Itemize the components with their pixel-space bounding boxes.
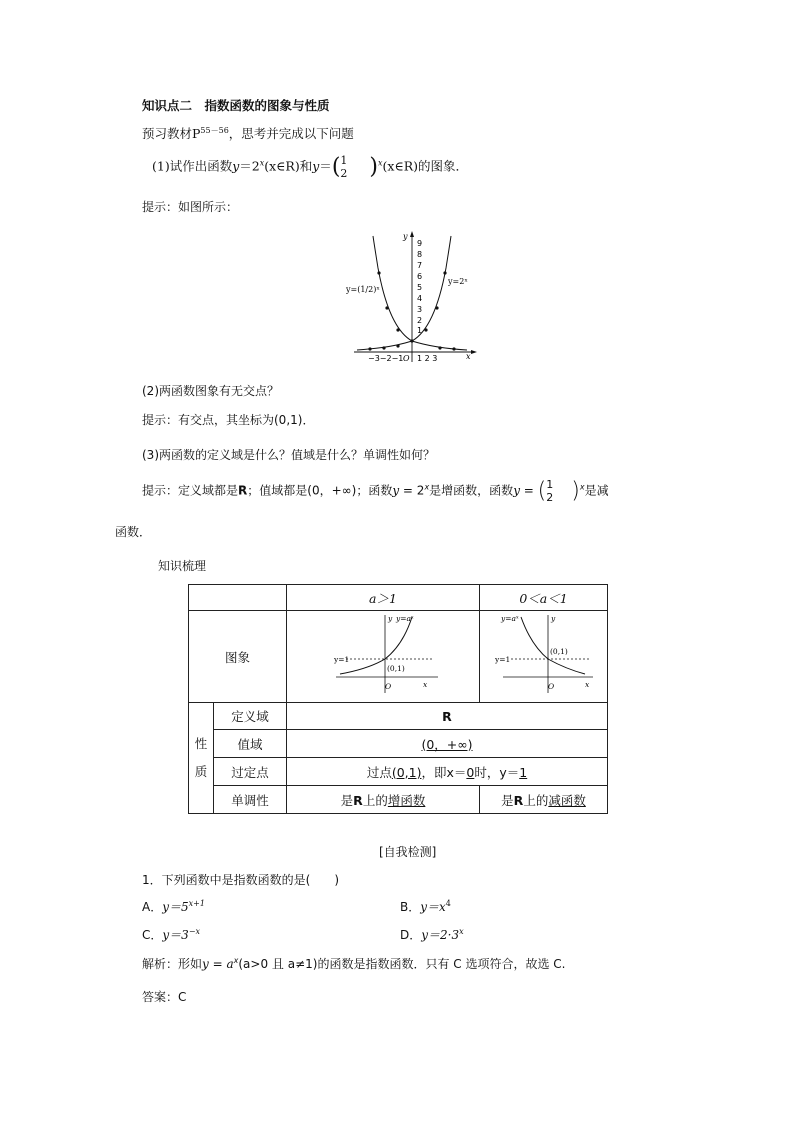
preview-prefix: 预习教材P — [142, 126, 201, 141]
preview-suffix: ，思考并完成以下问题 — [228, 126, 354, 141]
row-value-fixed-point — [287, 758, 608, 786]
y-tick-6: 6 — [417, 272, 423, 281]
row-value-range-cell — [287, 730, 608, 758]
y-tick-5: 5 — [417, 283, 423, 292]
right-paren: ) — [369, 154, 378, 180]
option-a-body: y＝5 — [162, 900, 189, 914]
row-label-monotonic: 单调性 — [214, 786, 287, 814]
hint3-right-paren: ) — [571, 478, 580, 504]
image-label: 图象 — [189, 611, 287, 703]
self-check-heading: [自我检测] — [379, 845, 437, 859]
hint-1: 提示：如图所示： — [142, 200, 239, 214]
properties-table — [188, 584, 608, 814]
hint-2: 提示：有交点，其坐标为(0,1)． — [142, 413, 315, 427]
hint3-exp: x — [424, 482, 430, 492]
g-right-point: (0,1) — [550, 647, 568, 656]
question-2: (2)两函数图象有无交点？ — [142, 384, 279, 398]
hint-3 — [142, 478, 609, 504]
y-tick-2: 2 — [417, 316, 423, 325]
fp-v4: 0 — [466, 764, 475, 780]
mono-r1: 是 — [501, 792, 514, 808]
q1-eq: ＝ — [319, 158, 332, 174]
q1-exp2: x — [378, 158, 383, 168]
origin-label: O — [403, 354, 410, 363]
hint3-y: y — [392, 483, 400, 498]
hint3-c: = 2 — [399, 483, 425, 498]
y-tick-9: 9 — [417, 239, 423, 248]
frac-den: 2 — [340, 167, 348, 180]
question-1 — [152, 154, 468, 180]
row-label-domain: 定义域 — [214, 703, 287, 730]
hint3-d: 是增函数，函数 — [429, 483, 514, 498]
x-tick-pos: 1 2 3 — [417, 354, 438, 363]
q1-and: 和 — [299, 158, 313, 174]
hint3-f: 是减 — [584, 483, 609, 498]
mono-l2: R — [353, 792, 363, 808]
hint3-frac-den: 2 — [546, 491, 554, 504]
hint-3-cont: 函数． — [115, 525, 152, 539]
hint3-y2: y — [513, 483, 520, 498]
g-left-x-label: x — [423, 680, 428, 689]
nature-label — [189, 703, 214, 814]
hint3-frac-num: 1 — [546, 478, 554, 491]
option-b-label: B． — [400, 900, 421, 914]
header-a-lt-1: 0＜a＜1 — [480, 585, 608, 611]
x-tick-neg: −3−2−1 — [368, 354, 404, 363]
row-value-monotonic-right — [480, 786, 608, 814]
y-tick-7: 7 — [417, 261, 423, 270]
g-left-y1-label: y=1 — [334, 655, 350, 664]
g-right-curve-label: y=aˣ — [501, 614, 519, 623]
g-right-origin: O — [548, 682, 555, 691]
y-tick-4: 4 — [417, 294, 423, 303]
hint3-R: R — [238, 483, 248, 498]
half-fraction — [340, 154, 347, 180]
hint3-fraction — [546, 478, 553, 504]
row-value-monotonic-left — [287, 786, 480, 814]
nature-char-1: 性 — [194, 736, 208, 751]
option-c — [142, 926, 200, 943]
problem-1: 1．下列函数中是指数函数的是( ) — [142, 873, 339, 887]
frac-num: 1 — [340, 154, 348, 167]
x-axis-arrow — [471, 350, 477, 354]
option-d — [400, 926, 464, 943]
analysis-b: y = a — [202, 957, 234, 971]
row-value-range: (0，+∞) — [421, 736, 473, 752]
graph-a-lt-1-cell — [480, 611, 608, 703]
option-a-exp: x+1 — [188, 899, 205, 908]
preview-pages: 55－56 — [200, 125, 229, 135]
g-right-x-label: x — [585, 680, 590, 689]
hint3-a: 提示：定义域都是 — [142, 483, 239, 498]
y-tick-8: 8 — [417, 250, 423, 259]
hint3-left-paren: ( — [537, 478, 547, 504]
option-d-label: D． — [400, 928, 422, 942]
nature-char-2: 质 — [194, 764, 208, 779]
option-c-exp: −x — [188, 927, 201, 936]
label-half-x: y=(1/2)ˣ — [346, 285, 380, 294]
option-b — [400, 898, 451, 915]
exponential-graph — [340, 228, 480, 363]
mono-r2: R — [513, 792, 524, 808]
preview-line — [142, 124, 354, 142]
g-left-point: (0,1) — [387, 664, 405, 673]
option-a-label: A． — [142, 900, 163, 914]
graph-a-lt-1 — [481, 611, 606, 699]
mono-r4: 减函数 — [548, 792, 586, 808]
g-right-y-label: y — [551, 614, 556, 623]
option-c-label: C． — [142, 928, 163, 942]
q1-text: (1)试作出函数 — [152, 158, 233, 174]
q1-y: y — [232, 158, 240, 174]
option-d-body: y＝2·3 — [421, 928, 460, 942]
answer: 答案：C — [142, 990, 187, 1004]
analysis-c: x — [233, 956, 239, 965]
q1-eq2: ＝2 — [239, 158, 260, 174]
row-value-domain: R — [287, 703, 608, 730]
q1-y2: y — [312, 158, 320, 174]
graph-a-gt-1-cell — [287, 611, 480, 703]
g-left-curve-label: y=aˣ — [396, 614, 414, 623]
option-b-exp: 4 — [445, 899, 451, 908]
label-2x: y=2ˣ — [448, 277, 468, 286]
knowledge-summary-title: 知识梳理 — [158, 559, 207, 573]
question-3: (3)两函数的定义域是什么？值域是什么？单调性如何？ — [142, 448, 436, 462]
analysis — [142, 955, 565, 972]
fp-v6: 1 — [519, 764, 528, 780]
option-a — [142, 898, 205, 915]
g-left-y-label: y — [388, 614, 393, 623]
y-tick-1: 1 — [417, 326, 423, 335]
fp-v1: 过点 — [366, 764, 392, 780]
mono-l3: 上的 — [362, 792, 388, 808]
table-corner — [189, 585, 287, 611]
graph-a-gt-1 — [288, 611, 478, 699]
section-title: 知识点二 指数函数的图象与性质 — [142, 98, 330, 113]
hint3-b: ；值域都是(0，+∞)；函数 — [247, 483, 393, 498]
fp-v2: (0,1) — [391, 764, 422, 780]
y-tick-3: 3 — [417, 305, 423, 314]
analysis-a: 解析：形如 — [142, 957, 203, 971]
g-left-origin: O — [385, 682, 392, 691]
g-right-y1-label: y=1 — [495, 655, 511, 664]
q1-domain: (x∈R) — [264, 158, 300, 174]
row-label-range: 值域 — [214, 730, 287, 758]
fp-v3: ，即x＝ — [421, 764, 467, 780]
option-c-body: y＝3 — [162, 928, 189, 942]
header-a-gt-1: a＞1 — [287, 585, 480, 611]
y-axis-arrow — [410, 231, 414, 237]
hint3-exp2: x — [579, 482, 585, 492]
hint3-e: = — [519, 483, 538, 498]
option-d-exp: x — [459, 927, 464, 936]
row-label-fixed-point: 过定点 — [214, 758, 287, 786]
analysis-d: (a>0 且 a≠1)的函数是指数函数．只有 C 选项符合，故选 C. — [238, 957, 566, 971]
mono-l1: 是 — [340, 792, 354, 808]
q1-tail: (x∈R)的图象． — [382, 158, 468, 174]
fp-v5: 时，y＝ — [474, 764, 520, 780]
mono-r3: 上的 — [523, 792, 549, 808]
left-paren: ( — [331, 154, 341, 180]
mono-l4: 增函数 — [387, 792, 426, 808]
y-tick-labels — [417, 239, 422, 335]
q1-exp: x — [259, 158, 265, 168]
x-axis-label: x — [466, 352, 471, 361]
y-axis-label: y — [403, 232, 408, 241]
option-b-body: y＝x — [420, 900, 446, 914]
